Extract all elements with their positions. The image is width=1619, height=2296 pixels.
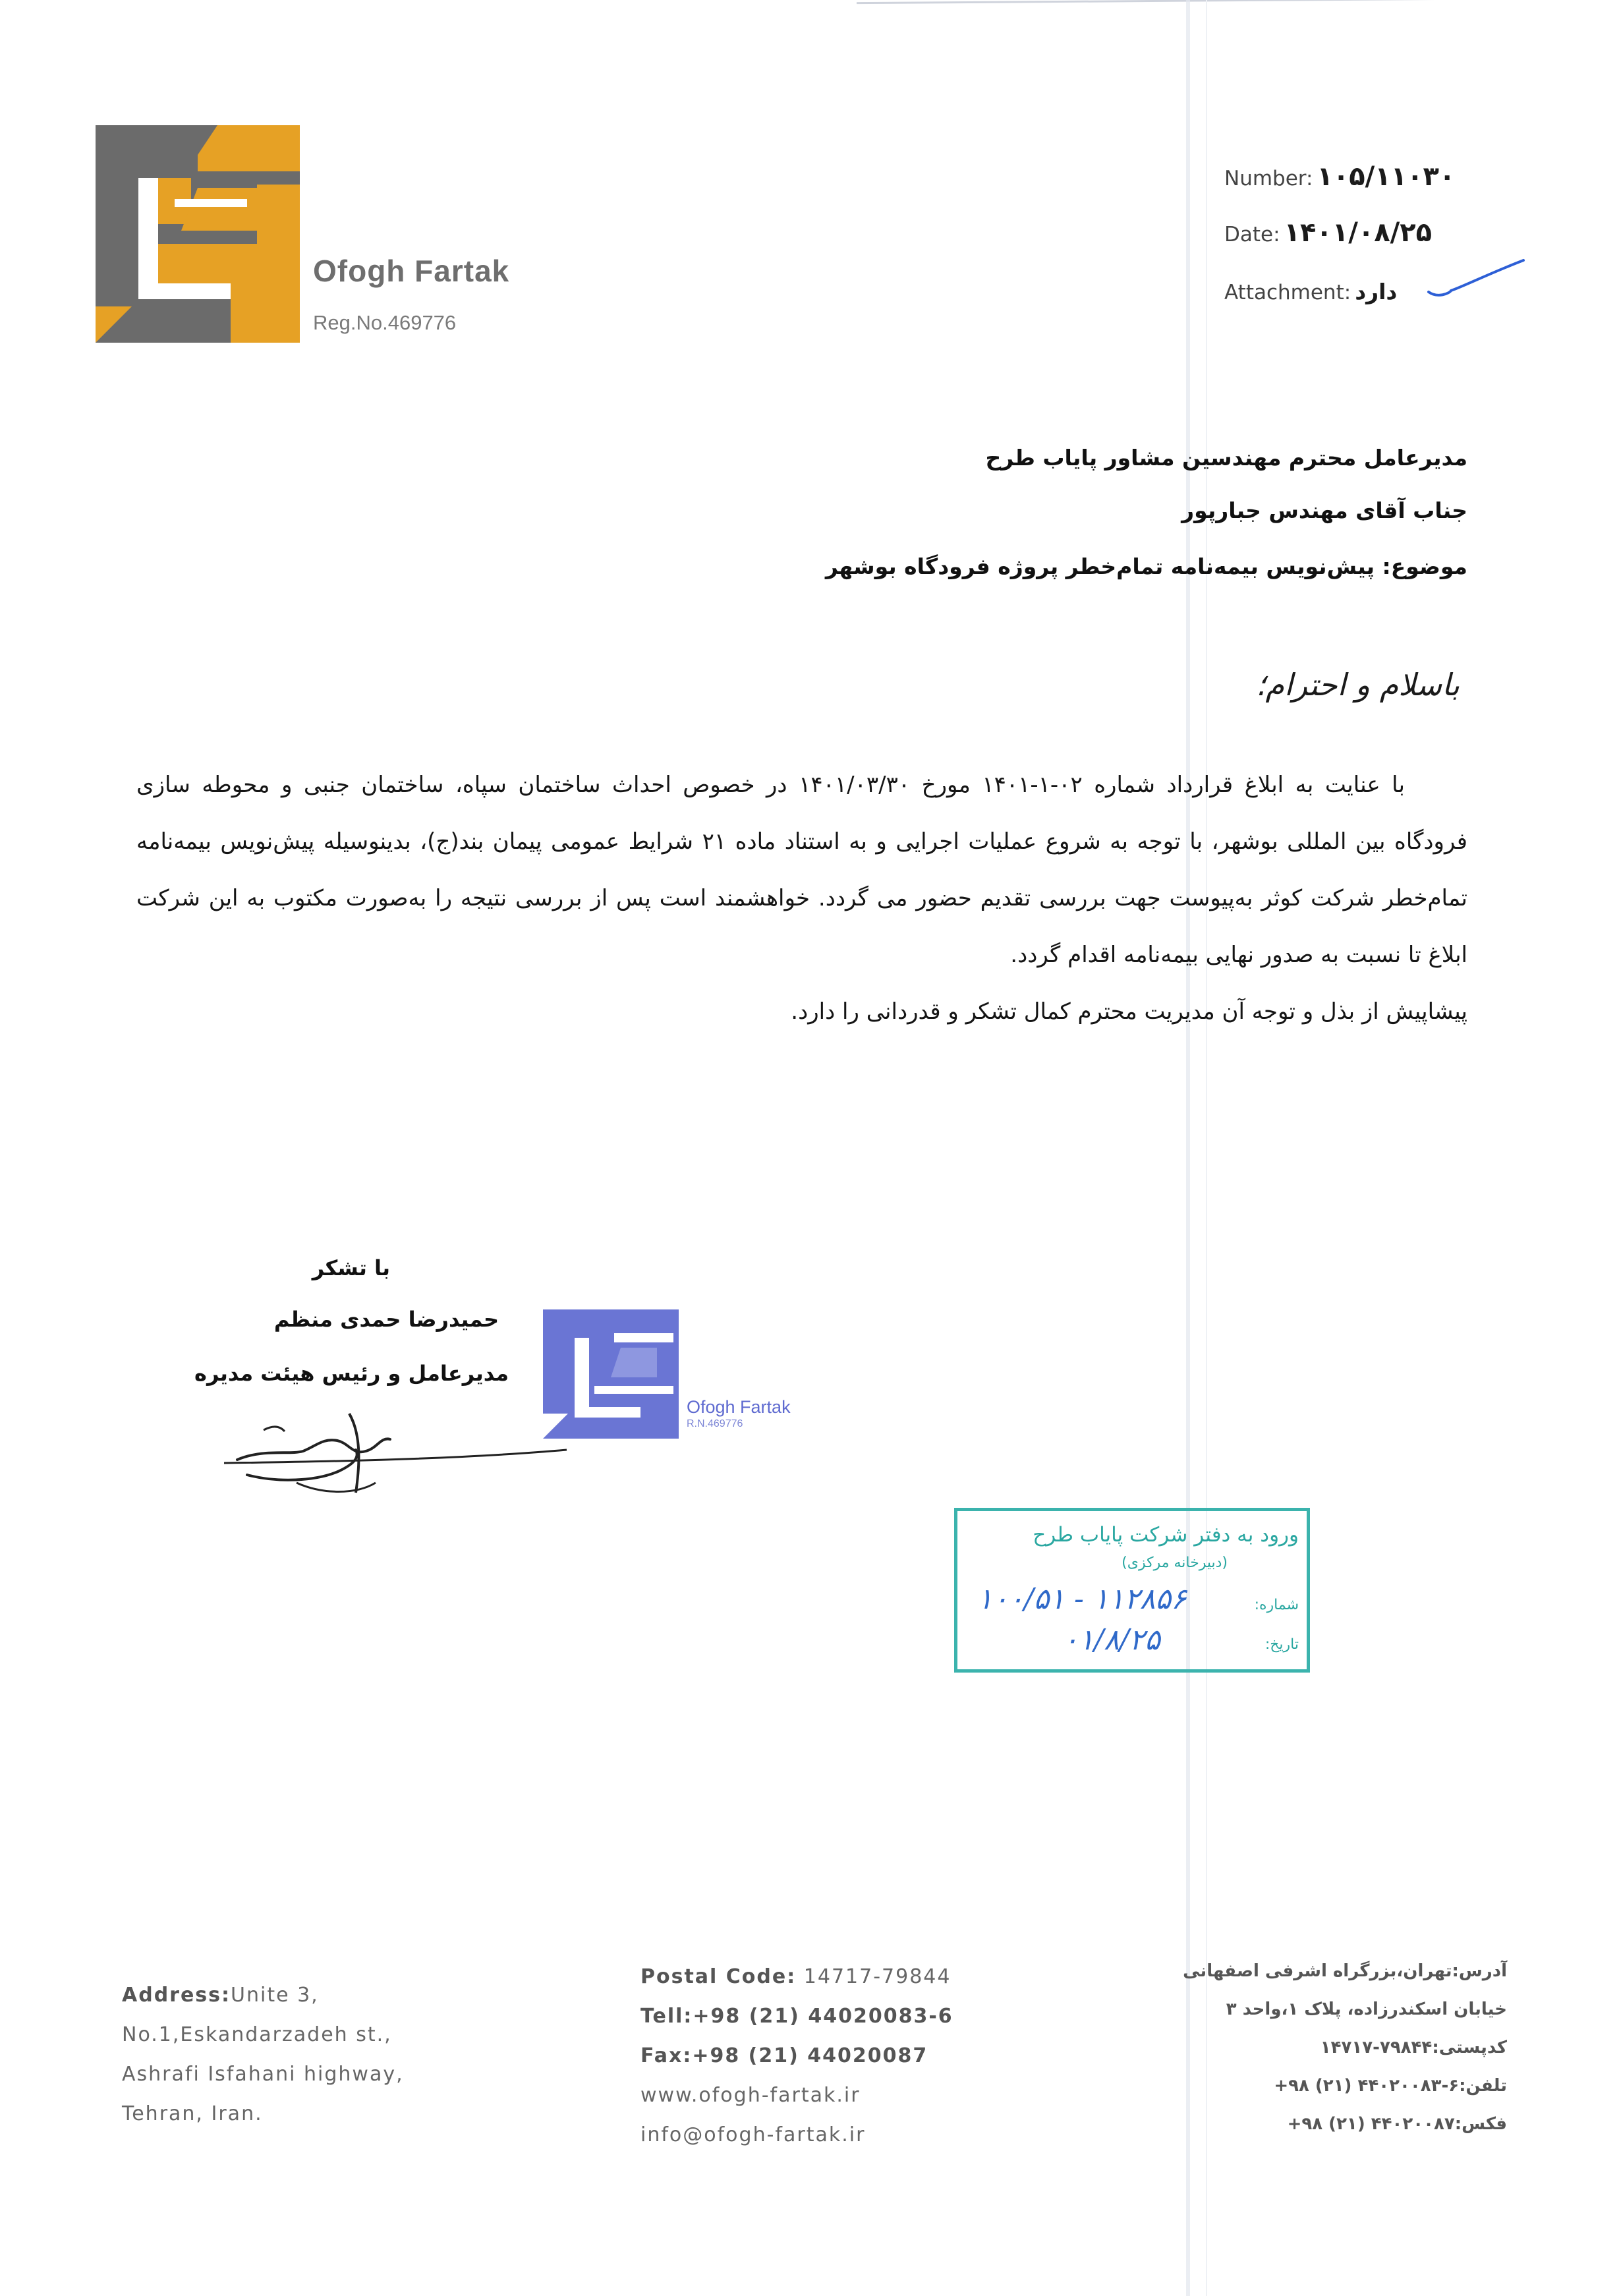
signer-title: مدیرعامل و رئیس هیئت مدیره: [194, 1361, 509, 1386]
footer-address-en: [122, 1976, 404, 2134]
telephone: Tell:+98 (21) 44020083-6: [640, 2005, 953, 2028]
attachment-value: دارد: [1355, 279, 1398, 304]
pen-check-mark: [1423, 254, 1529, 306]
body-paragraph-1: با عنایت به ابلاغ قرارداد شماره ۰۲-۱-۱۴۰۱ مورخ ۱۴۰۱/۰۳/۳۰ در خصوص احداث ساختمان سپاه، ساختمان جنبی و محوطه سازی فرودگاه بین المللی بوشهر، با توجه به شروع عملیات اجرایی و به استناد ماده ۲۱ شرایط عمومی پیمان بند(ج)، بدینوسیله پیش‌نویس بیمه‌نامه تمام‌خطر شرکت کوثر به‌پیوست جهت بررسی تقدیم حضور می گردد. خواهشمند است پس از بررسی نتیجه را به‌صورت مکتوب به این شرکت ابلاغ تا نسبت به صدور نهایی بیمه‌نامه اقدام گردد.: [136, 772, 1467, 968]
postal-code: Postal Code: 14717-79844: [640, 1965, 952, 1988]
letter-number-label: Number:: [1224, 167, 1313, 190]
address-line-4: Tehran, Iran.: [122, 2102, 263, 2125]
signer-name: حمیدرضا حمدی منظم: [273, 1307, 499, 1332]
receipt-stamp: [954, 1508, 1310, 1673]
brand-name: Ofogh Fartak: [313, 254, 510, 288]
stamp-brand-name: Ofogh Fartak: [687, 1397, 791, 1417]
letter-date: [1224, 217, 1432, 248]
company-stamp-icon: [542, 1308, 680, 1440]
fa-telephone: تلفن:۶-۴۴۰۲۰۰۸۳ (۲۱) ۹۸+: [1274, 2076, 1507, 2096]
receipt-number-label: شماره:: [1254, 1597, 1299, 1613]
email-link[interactable]: info@ofogh-fartak.ir: [640, 2123, 866, 2146]
footer-contact: [640, 1957, 953, 2155]
recipient-name: جناب آقای مهندس جبارپور: [1181, 498, 1467, 523]
fa-address-line-1: آدرس:تهران،بزرگراه اشرفی اصفهانی: [1183, 1961, 1507, 1981]
letter-subject: موضوع: پیش‌نویس بیمه‌نامه تمام‌خطر پروژه فرودگاه بوشهر: [825, 554, 1467, 579]
receipt-date-label: تاریخ:: [1264, 1636, 1299, 1653]
attachment-label: Attachment:: [1224, 281, 1351, 304]
scan-edge-line: [857, 0, 1450, 4]
address-line-3: Ashrafi Isfahani highway,: [122, 2063, 404, 2086]
company-logo: [96, 125, 300, 343]
letter-date-value: ۱۴۰۱/۰۸/۲۵: [1284, 217, 1433, 248]
fa-fax: فکس:۴۴۰۲۰۰۸۷ (۲۱) ۹۸+: [1287, 2114, 1507, 2134]
closing-text: با تشکر: [312, 1255, 390, 1280]
receipt-stamp-subtitle: (دبیرخانه مرکزی): [1122, 1555, 1228, 1571]
body-paragraph-2: پیشاپیش از بذل و توجه آن مدیریت محترم کمال تشکر و قدردانی را دارد.: [791, 998, 1467, 1025]
greeting: باسلام و احترام؛: [1255, 667, 1460, 703]
letter-date-label: Date:: [1224, 223, 1280, 246]
handwritten-signature: [224, 1377, 593, 1509]
address-label: Address:: [122, 1984, 231, 2007]
stamp-registration: R.N.469776: [687, 1418, 743, 1429]
website-link[interactable]: www.ofogh-fartak.ir: [640, 2084, 861, 2107]
footer-address-fa: [1183, 1952, 1507, 2143]
receipt-stamp-title: ورود به دفتر شرکت پایاب طرح: [1033, 1523, 1299, 1547]
registration-number: Reg.No.469776: [313, 311, 457, 334]
address-line-1: Address:Unite 3,: [122, 1984, 319, 2007]
fa-postal-code: کدپستی:۷۹۸۴۴-۱۴۷۱۷: [1320, 2038, 1507, 2057]
address-line-2: No.1,Eskandarzadeh st.,: [122, 2023, 392, 2046]
letter-number-value: ۱۰۵/۱۱۰۳۰: [1317, 161, 1456, 192]
receipt-number-value: ۱۰۰/۵۱ - ۱۱۲۸۵۶: [977, 1582, 1187, 1616]
recipient-line: مدیرعامل محترم مهندسین مشاور پایاب طرح: [985, 445, 1467, 471]
letter-attachment: [1224, 279, 1397, 304]
letter-number: [1224, 161, 1455, 192]
fax: Fax:+98 (21) 44020087: [640, 2044, 928, 2067]
letter-body: [136, 757, 1467, 1040]
receipt-date-value: ۰۱/۸/۲۵: [1063, 1623, 1160, 1657]
fa-address-line-2: خیابان اسکندرزاده، پلاک ۱،واحد ۳: [1226, 1999, 1507, 2019]
